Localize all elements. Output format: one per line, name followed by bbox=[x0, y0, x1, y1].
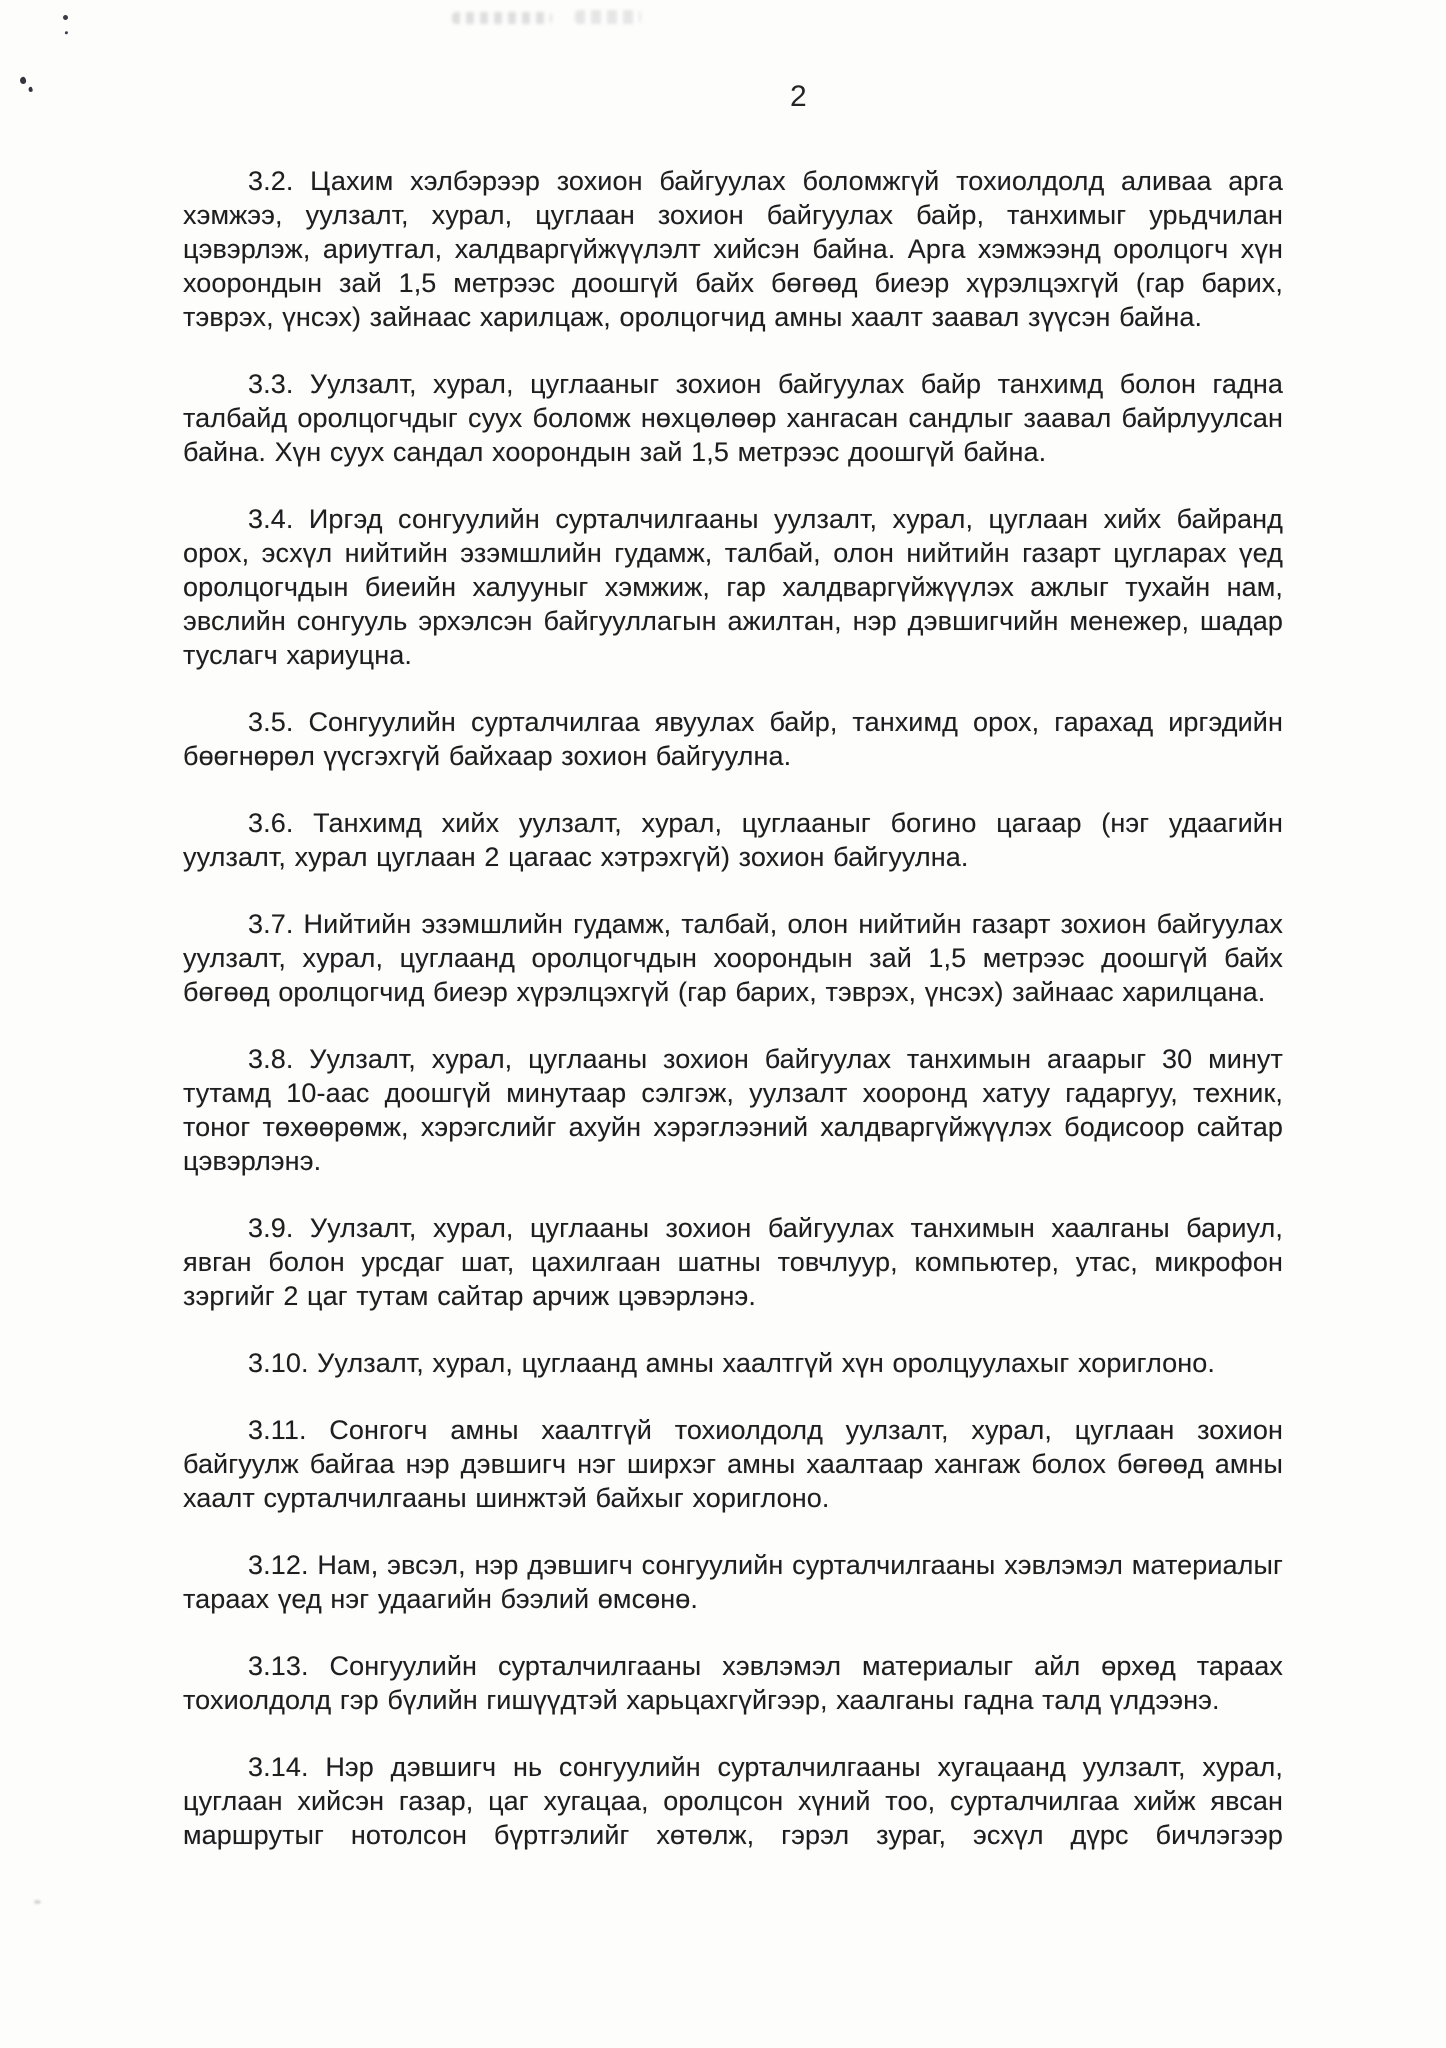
ink-speck-top-left bbox=[63, 15, 69, 21]
paragraph-3-4: 3.4. Иргэд сонгуулийн сурталчилгааны уулзалт, хурал, цуглаан хийх байранд орох, эсхүл нийтийн эзэмшлийн гудамж, талбай, олон нийтийн газарт цугларах үед оролцогчдын биеийн халууныг хэмжиж, гар халдваргүйжүүлэх ажлыг тухайн нам, эвслийн сонгууль эрхэлсэн байгууллагын ажилтан, нэр дэвшигчийн менежер, шадар туслагч хариуцна. bbox=[183, 504, 1283, 670]
paragraph-3-8: 3.8. Уулзалт, хурал, цуглааны зохион байгуулах танхимын агаарыг 30 минут тутамд 10-аас доошгүй минутаар сэлгэж, уулзалт хооронд хатуу гадаргуу, техник, тоног төхөөрөмж, хэрэгслийг ахуйн хэрэглээний халдваргүйжүүлэх бодисоор сайтар цэвэрлэнэ. bbox=[183, 1044, 1283, 1176]
ink-speck-left-margin bbox=[19, 76, 27, 85]
ink-speck-bottom-left bbox=[34, 1900, 41, 1904]
paragraph-3-10: 3.10. Уулзалт, хурал, цуглаанд амны хаалтгүй хүн оролцуулахыг хориглоно. bbox=[248, 1348, 1216, 1378]
paragraph-3-14-cutoff: 3.14. Нэр дэвшигч нь сонгуулийн сурталчилгааны хугацаанд уулзалт, хурал, цуглаан хийсэн газар, цаг хугацаа, оролцсон хүний тоо, сурталчилгаа хийж явсан маршрутыг нотолсон бүртгэлийг хөтөлж, гэрэл зураг, эсхүл дүрс бичлэгээр bbox=[183, 1752, 1283, 1850]
paragraph-3-12: 3.12. Нам, эвсэл, нэр дэвшигч сонгуулийн сурталчилгааны хэвлэмэл материалыг тараах үед нэг удаагийн бээлий өмсөнө. bbox=[183, 1550, 1283, 1614]
scan-smudge-top-center bbox=[452, 12, 552, 24]
paragraph-3-3: 3.3. Уулзалт, хурал, цуглааныг зохион байгуулах байр танхимд болон гадна талбайд оролцогчдыг суух боломж нөхцөлөөр хангасан сандлыг заавал байрлуулсан байна. Хүн суух сандал хоорондын зай 1,5 метрээс доошгүй байна. bbox=[183, 369, 1283, 467]
document-body bbox=[183, 164, 1283, 1885]
paragraph-3-6: 3.6. Танхимд хийх уулзалт, хурал, цуглааныг богино цагаар (нэг удаагийн уулзалт, хурал цуглаан 2 цагаас хэтрэхгүй) зохион байгуулна. bbox=[183, 808, 1283, 872]
paragraph-3-5: 3.5. Сонгуулийн сурталчилгаа явуулах байр, танхимд орох, гарахад иргэдийн бөөгнөрөл үүсгэхгүй байхаар зохион байгуулна. bbox=[183, 707, 1283, 771]
paragraph-3-11: 3.11. Сонгогч амны хаалтгүй тохиолдолд уулзалт, хурал, цуглаан зохион байгуулж байгаа нэр дэвшигч нэг ширхэг амны хаалтаар хангаж болох бөгөөд амны хаалт сурталчилгааны шинжтэй байхыг хориглоно. bbox=[183, 1415, 1283, 1513]
paragraph-3-2: 3.2. Цахим хэлбэрээр зохион байгуулах боломжгүй тохиолдолд аливаа арга хэмжээ, уулзалт, хурал, цуглаан зохион байгуулах байр, танхимыг урьдчилан цэвэрлэж, ариутгал, халдваргүйжүүлэлт хийсэн байна. Арга хэмжээнд оролцогч хүн хоорондын зай 1,5 метрээс доошгүй байх бөгөөд биеэр хүрэлцэхгүй (гар барих, тэврэх, үнсэх) зайнаас харилцаж, оролцогчид амны хаалт заавал зүүсэн байна. bbox=[183, 166, 1283, 332]
scan-smudge-top-center-2 bbox=[575, 10, 641, 24]
paragraph-3-13: 3.13. Сонгуулийн сурталчилгааны хэвлэмэл материалыг айл өрхөд тараах тохиолдолд гэр бүлийн гишүүдтэй харьцахгүйгээр, хаалганы гадна талд үлдээнэ. bbox=[183, 1651, 1283, 1715]
paragraph-3-7: 3.7. Нийтийн эзэмшлийн гудамж, талбай, олон нийтийн газарт зохион байгуулах уулзалт, хурал, цуглаанд оролцогчдын хоорондын зай 1,5 метрээс доошгүй байх бөгөөд оролцогчид биеэр хүрэлцэхгүй (гар барих, тэврэх, үнсэх) зайнаас харилцана. bbox=[183, 909, 1283, 1007]
page-number: 2 bbox=[790, 80, 807, 113]
paragraph-3-9: 3.9. Уулзалт, хурал, цуглааны зохион байгуулах танхимын хаалганы бариул, явган болон урсдаг шат, цахилгаан шатны товчлуур, компьютер, утас, микрофон зэргийг 2 цаг тутам сайтар арчиж цэвэрлэнэ. bbox=[183, 1213, 1283, 1311]
